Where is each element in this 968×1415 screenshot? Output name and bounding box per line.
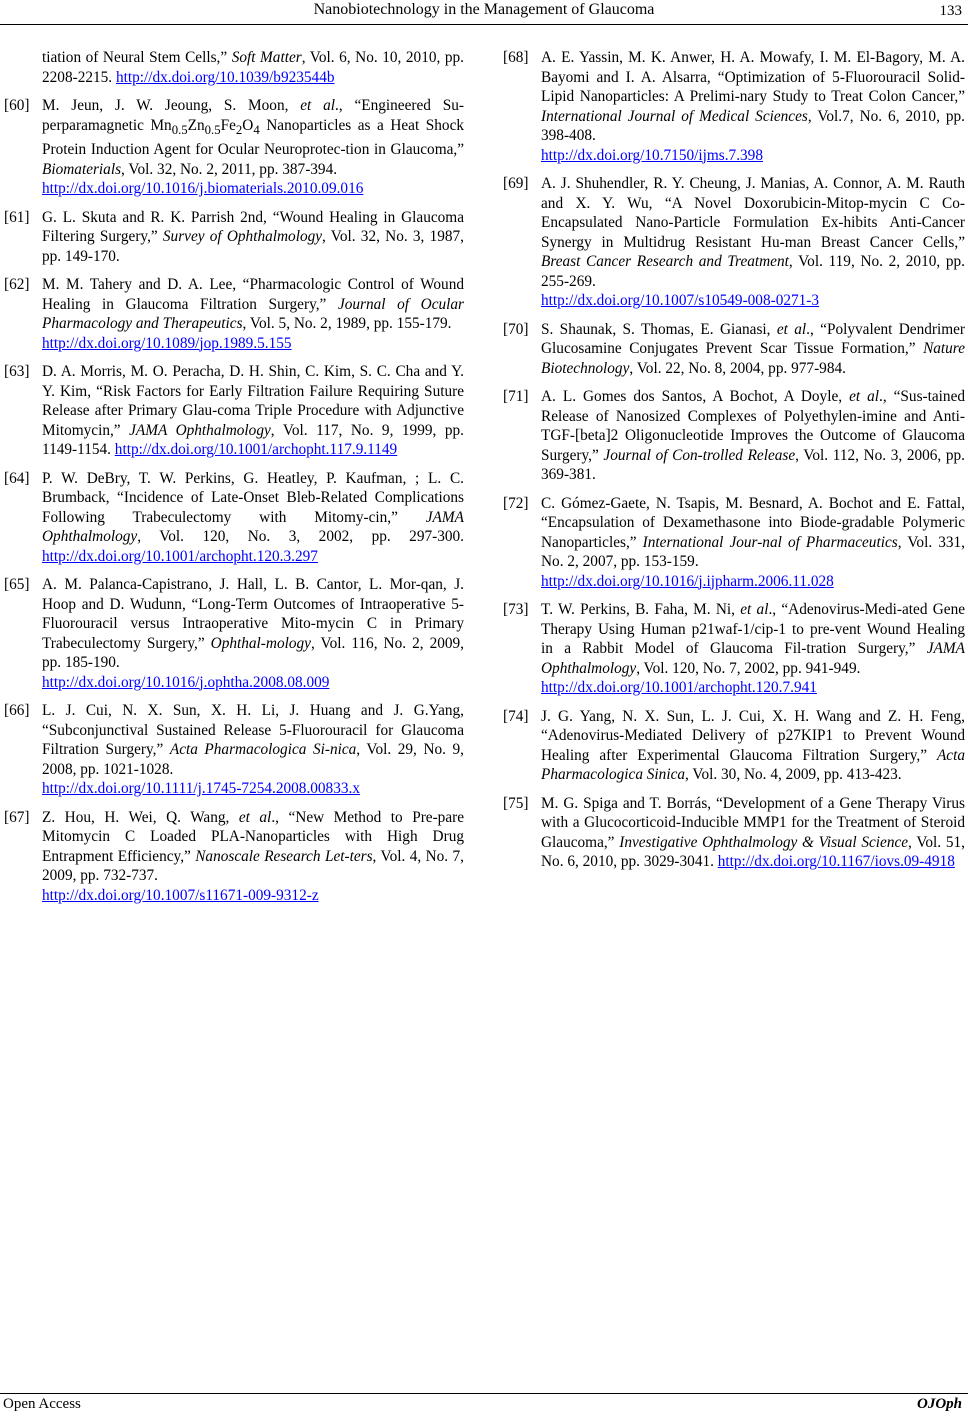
reference-63: [63] D. A. Morris, M. O. Peracha, D. H. Shin, C. Kim, S. C. Cha and Y. Y. Kim, “Risk Factors for Early Filtration Failure Requiring Suture Release after Primary Glau-coma Triple Procedure with Adjunctive Mitomycin,” JAMA Ophthalmology, Vol. 117, No. 9, 1999, pp. 1149-1154. http://dx.doi.org/10.1001/archopht.117.9.1149 — [4, 363, 464, 459]
reference-number: [65] — [4, 576, 30, 594]
reference-62: [62] M. M. Tahery and D. A. Lee, “Pharmacologic Control of Wound Healing in Glaucoma Filtration Surgery,” Journal of Ocular Pharmacology and Therapeutics, Vol. 5, No. 2, 1989, pp. 155-179. http://dx.doi.org/10.1089/jop.1989.5.155 — [4, 276, 464, 352]
open-access-label: Open Access — [3, 1396, 81, 1412]
reference-number: [66] — [4, 702, 30, 720]
reference-59-continuation: tiation of Neural Stem Cells,” Soft Matter, Vol. 6, No. 10, 2010, pp. 2208-2215. http://dx.doi.org/10.1039/b923544b — [42, 49, 464, 86]
reference-number: [69] — [503, 175, 529, 192]
journal-name: Biomaterials — [42, 160, 122, 178]
page-number: 133 — [939, 3, 962, 19]
reference-number: [63] — [4, 363, 30, 381]
reference-73: [73] T. W. Perkins, B. Faha, M. Ni, et al., “Adenovirus-Medi-ated Gene Therapy Using Human p21waf-1/cip-1 to pre-vent Wound Healing in a Rabbit Model of Glaucoma Fil-tration Surgery,” JAMA Ophthalmology, Vol. 120, No. 7, 2002, pp. 941-949. http://dx.doi.org/10.1001/archopht.120.7.941 — [503, 601, 966, 696]
journal-abbreviation: OJOph — [916, 1396, 962, 1412]
reference-60: [60] M. Jeun, J. W. Jeoung, S. Moon, et al., “Engineered Su-perparamagnetic $Mn_{0.5}Zn_{0.5}Fe_2O_4$ Nanoparticles as a Heat Shock Protein Induction Agent for Ocular Neuroprotec-tion in Glaucoma,” Biomaterials, Vol. 32, No. 2, 2011, pp. 387-394. http://dx.doi.org/10.1016/j.biomaterials.2010.09.016 — [4, 97, 465, 198]
journal-name: International Journal of Medical Sciences — [541, 107, 808, 125]
journal-name: Acta Pharmacologica Sinica — [541, 746, 965, 783]
reference-66: [66] L. J. Cui, N. X. Sun, X. H. Li, J. Huang and J. G.Yang, “Subconjunctival Sustained Release 5-Fluorouracil for Glaucoma Filtration Surgery,” Acta Pharmacologica Si-nica, Vol. 29, No. 9, 2008, pp. 1021-1028. http://dx.doi.org/10.1111/j.1745-7254.2008.00833.x — [4, 702, 464, 798]
doi-link[interactable]: http://dx.doi.org/10.1016/j.biomaterials.2010.09.016 — [42, 180, 364, 198]
running-header — [0, 0, 968, 25]
reference-number: [73] — [503, 601, 529, 618]
journal-name: Investigative Ophthalmology & Visual Science — [619, 833, 909, 851]
doi-link[interactable]: http://dx.doi.org/10.1007/s10549-008-0271-3 — [541, 292, 820, 309]
reference-72: [72] C. Gómez-Gaete, N. Tsapis, M. Besnard, A. Bochot and E. Fattal, “Encapsulation of Dexamethasone into Biode-gradable Polymeric Nanoparticles,” International Jour-nal of Pharmaceutics, Vol. 331, No. 2, 2007, pp. 153-159. http://dx.doi.org/10.1016/j.ijpharm.2006.11.028 — [503, 494, 966, 590]
doi-link[interactable]: http://dx.doi.org/10.1167/iovs.09-4918 — [717, 853, 955, 870]
journal-name: JAMA Ophthalmology — [42, 508, 464, 546]
doi-link[interactable]: http://dx.doi.org/10.7150/ijms.7.398 — [541, 146, 763, 164]
journal-name: Nanoscale Research Let-ters — [195, 847, 373, 865]
references-right-column — [503, 48, 965, 881]
reference-74: [74] J. G. Yang, N. X. Sun, L. J. Cui, X. H. Wang and Z. H. Feng, “Adenovirus-Mediated Delivery of p27KIP1 to Prevent Wound Healing after Experimental Glaucoma Filtration Surgery,” Acta Pharmacologica Sinica, Vol. 30, No. 4, 2009, pp. 413-423. — [503, 707, 965, 783]
reference-number: [72] — [503, 494, 529, 512]
journal-name: JAMA Ophthalmology — [541, 640, 965, 677]
reference-number: [64] — [4, 469, 30, 487]
doi-link[interactable]: http://dx.doi.org/10.1016/j.ophtha.2008.08.009 — [42, 673, 330, 691]
reference-67: [67] Z. Hou, H. Wei, Q. Wang, et al., “New Method to Pre-pare Mitomycin C Loaded PLA-Nanoparticles with High Drug Entrapment Efficiency,” Nanoscale Research Let-ters, Vol. 4, No. 7, 2009, pp. 732-737. http://dx.doi.org/10.1007/s11671-009-9312-z — [4, 808, 464, 904]
journal-name: Journal of Con-trolled Release — [603, 446, 796, 464]
reference-69: [69] A. J. Shuhendler, R. Y. Cheung, J. Manias, A. Connor, A. M. Rauth and X. Y. Wu, “A Novel Doxorubicin-Mitop-mycin C Co-Encapsulated Nano-Particle Formulation Ex-hibits Anti-Cancer Synergy in Multidrug Resistant Hu-man Breast Cancer Cells,” Breast Cancer Research and Treatment, Vol. 119, No. 2, 2010, pp. 255-269. http://dx.doi.org/10.1007/s10549-008-0271-3 — [503, 175, 965, 309]
references-left-column — [4, 48, 464, 914]
reference-64: [64] P. W. DeBry, T. W. Perkins, G. Heatley, P. Kaufman, ; L. C. Brumback, “Incidence of Late-Onset Bleb-Related Complications Following Trabeculectomy with Mitomy-cin,” JAMA Ophthalmology, Vol. 120, No. 3, 2002, pp. 297-300. http://dx.doi.org/10.1001/archopht.120.3.297 — [4, 469, 464, 565]
reference-70: [70] S. Shaunak, S. Thomas, E. Gianasi, et al., “Polyvalent Dendrimer Glucosamine Conjugates Prevent Scar Tissue Formation,” Nature Biotechnology, Vol. 22, No. 8, 2004, pp. 977-984. — [503, 320, 965, 377]
reference-number: [67] — [4, 808, 30, 826]
journal-name: Soft Matter — [231, 49, 302, 66]
doi-link[interactable]: http://dx.doi.org/10.1016/j.ijpharm.2006.11.028 — [541, 572, 834, 590]
journal-name: JAMA Ophthalmology — [129, 421, 271, 439]
reference-number: [71] — [503, 388, 529, 405]
journal-name: Survey of Ophthalmology — [162, 228, 323, 246]
reference-number: [68] — [503, 49, 529, 66]
doi-link[interactable]: http://dx.doi.org/10.1001/archopht.117.9.1149 — [114, 441, 398, 459]
doi-link[interactable]: http://dx.doi.org/10.1039/b923544b — [115, 68, 335, 86]
reference-number: [74] — [503, 707, 529, 725]
reference-68: [68] A. E. Yassin, M. K. Anwer, H. A. Mowafy, I. M. El-Bagory, M. A. Bayomi and I. A. Alsarra, “Optimization of 5-Fluorouracil Solid-Lipid Nanoparticles: A Prelimi-nary Study to Treat Colon Cancer,” International Journal of Medical Sciences, Vol.7, No. 6, 2010, pp. 398-408. http://dx.doi.org/10.7150/ijms.7.398 — [503, 49, 965, 164]
doi-link[interactable]: http://dx.doi.org/10.1089/jop.1989.5.155 — [42, 334, 292, 352]
journal-name: Journal of Ocular Pharmacology and Therapeutics — [42, 295, 464, 333]
reference-number: [62] — [4, 276, 30, 294]
doi-link[interactable]: http://dx.doi.org/10.1001/archopht.120.3.297 — [42, 547, 318, 565]
journal-name: Ophthal-mology — [210, 634, 311, 652]
journal-name: Breast Cancer Research and Treatment — [541, 253, 789, 270]
reference-75: [75] M. G. Spiga and T. Borrás, “Development of a Gene Therapy Virus with a Glucocorticoid-Inducible MMP1 for the Treatment of Steroid Glaucoma,” Investigative Ophthalmology & Visual Science, Vol. 51, No. 6, 2010, pp. 3029-3041. http://dx.doi.org/10.1167/iovs.09-4918 — [503, 794, 965, 870]
doi-link[interactable]: http://dx.doi.org/10.1001/archopht.120.7.941 — [541, 679, 817, 696]
journal-name: International Jour-nal of Pharmaceutics — [642, 533, 898, 551]
reference-number: [75] — [503, 794, 529, 812]
journal-name: Nature Biotechnology — [541, 340, 965, 377]
journal-name: Acta Pharmacologica Si-nica — [169, 741, 357, 759]
reference-number: [61] — [4, 208, 30, 226]
doi-link[interactable]: http://dx.doi.org/10.1111/j.1745-7254.2008.00833.x — [42, 780, 360, 798]
reference-71: [71] A. L. Gomes dos Santos, A Bochot, A Doyle, et al., “Sus-tained Release of Nanosized Complexes of Polyethylen-imine and Anti-TGF-[beta]2 Oligonucleotide Improves the Outcome of Glaucoma Surgery,” Journal of Con-trolled Release, Vol. 112, No. 3, 2006, pp. 369-381. — [503, 388, 966, 483]
running-title: Nanobiotechnology in the Management of Glaucoma — [313, 1, 655, 18]
page-footer — [0, 1393, 968, 1415]
reference-number: [60] — [4, 97, 30, 114]
reference-61: [61] G. L. Skuta and R. K. Parrish 2nd, “Wound Healing in Glaucoma Filtering Surgery,” Survey of Ophthalmology, Vol. 32, No. 3, 1987, pp. 149-170. — [4, 208, 464, 265]
reference-65: [65] A. M. Palanca-Capistrano, J. Hall, L. B. Cantor, L. Mor-qan, J. Hoop and D. Wudunn, “Long-Term Outcomes of Intraoperative 5-Fluorouracil versus Intraoperative Mito-mycin C in Primary Trabeculectomy Surgery,” Ophthal-mology, Vol. 116, No. 2, 2009, pp. 185-190. http://dx.doi.org/10.1016/j.ophtha.2008.08.009 — [4, 576, 464, 691]
doi-link[interactable]: http://dx.doi.org/10.1007/s11671-009-9312-z — [42, 886, 319, 904]
reference-number: [70] — [503, 320, 529, 338]
